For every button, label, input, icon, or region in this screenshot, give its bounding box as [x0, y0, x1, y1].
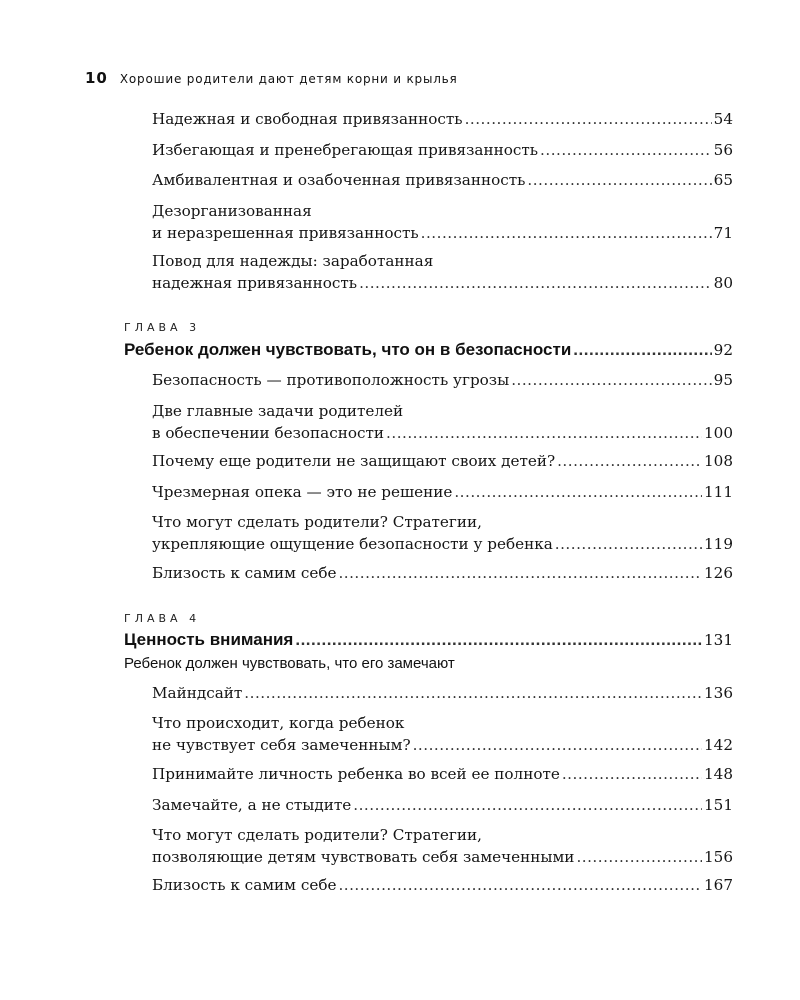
chapter-page: 92 [713, 341, 733, 359]
toc-entry-page: 119 [704, 535, 733, 553]
toc-entry-title: Замечайте, а не стыдите [152, 796, 352, 814]
toc-entry-page: 65 [713, 171, 733, 189]
leader-dots [540, 139, 712, 161]
leader-dots [557, 450, 702, 472]
toc-entry [152, 139, 733, 161]
toc-entry-title: Повод для надежды: заработанная [152, 252, 434, 270]
toc-entry-title: Что происходит, когда ребенок [152, 714, 405, 732]
toc-entry [152, 200, 733, 244]
chapter-title-text: Ребенок должен чувствовать, что он в безопасности [124, 340, 572, 359]
book-title: Хорошие родители дают детям корни и крылья [119, 72, 458, 86]
chapter-title-text: Ценность внимания [124, 630, 294, 649]
toc-entry [152, 562, 733, 584]
toc-entry [152, 450, 733, 472]
toc-entry-title: Почему еще родители не защищают своих детей? [152, 452, 556, 470]
toc-entry [152, 400, 733, 444]
toc-entry-title: Надежная и свободная привязанность [152, 110, 463, 128]
toc-entry [152, 481, 733, 503]
leader-dots [555, 533, 702, 555]
toc-entry-page: 111 [704, 483, 733, 501]
leader-dots [576, 846, 702, 868]
toc-entry-title-cont: позволяющие детям чувствовать себя замеченными [152, 848, 575, 866]
toc-entry-page: 95 [713, 371, 733, 389]
toc-entry [152, 511, 733, 555]
toc-entry-page: 126 [704, 564, 733, 582]
leader-dots [386, 422, 702, 444]
toc-entry-title: Близость к самим себе [152, 876, 337, 894]
toc-entry-title: Майндсайт [152, 684, 243, 702]
toc-entry-title: Амбивалентная и озабоченная привязанность [152, 171, 526, 189]
toc-entry [152, 874, 733, 896]
toc-entry-page: 80 [713, 274, 733, 292]
page-number: 10 [85, 69, 108, 87]
leader-dots [413, 734, 702, 756]
leader-dots [353, 794, 702, 816]
toc-entry-title: Избегающая и пренебрегающая привязанность [152, 141, 539, 159]
toc-entry-page: 108 [704, 452, 733, 470]
chapter-subtitle: Ребенок должен чувствовать, что его замечают [124, 655, 455, 672]
chapter-label: ГЛАВА 4 [124, 612, 201, 625]
chapter-page: 131 [704, 631, 733, 649]
leader-dots [338, 874, 702, 896]
toc-entry-page: 151 [704, 796, 733, 814]
toc-entry-page: 156 [704, 848, 733, 866]
toc-entry-page: 56 [713, 141, 733, 159]
toc-entry-page: 54 [713, 110, 733, 128]
toc-entry-title: Близость к самим себе [152, 564, 337, 582]
leader-dots [244, 682, 702, 704]
toc-entry [152, 824, 733, 868]
toc-entry-page: 71 [713, 224, 733, 242]
toc-entry-title: Принимайте личность ребенка во всей ее полноте [152, 765, 560, 783]
chapter-title [124, 338, 733, 362]
toc-entry [152, 108, 733, 130]
toc-entry-title: Две главные задачи родителей [152, 402, 404, 420]
leader-dots [359, 272, 712, 294]
toc-entry [152, 169, 733, 191]
toc-entry-title: Что могут сделать родители? Стратегии, [152, 513, 482, 531]
toc-entry-title-cont: в обеспечении безопасности [152, 424, 385, 442]
leader-dots [421, 222, 712, 244]
toc-entry [152, 369, 733, 391]
chapter-title [124, 628, 733, 652]
toc-entry-page: 167 [704, 876, 733, 894]
leader-dots [527, 169, 711, 191]
toc-entry-page: 136 [704, 684, 733, 702]
toc-entry-page: 100 [704, 424, 733, 442]
chapter-label: ГЛАВА 3 [124, 321, 201, 334]
leader-dots [573, 338, 711, 360]
toc-entry-title: Дезорганизованная [152, 202, 312, 220]
toc-entry-title: Что могут сделать родители? Стратегии, [152, 826, 482, 844]
leader-dots [338, 562, 702, 584]
toc-entry-title-cont: надежная привязанность [152, 274, 358, 292]
toc-entry-title-cont: не чувствует себя замеченным? [152, 736, 411, 754]
toc-entry [152, 250, 733, 294]
running-head [85, 68, 458, 87]
toc-entry [152, 763, 733, 785]
leader-dots [454, 481, 702, 503]
leader-dots [295, 628, 702, 650]
toc-entry-title-cont: укрепляющие ощущение безопасности у ребенка [152, 535, 553, 553]
toc-entry-title: Безопасность — противоположность угрозы [152, 371, 510, 389]
leader-dots [511, 369, 711, 391]
toc-entry-page: 148 [704, 765, 733, 783]
leader-dots [562, 763, 702, 785]
leader-dots [465, 108, 712, 130]
toc-entry [152, 712, 733, 756]
toc-entry [152, 682, 733, 704]
toc-entry-title: Чрезмерная опека — это не решение [152, 483, 453, 501]
toc-entry [152, 794, 733, 816]
toc-entry-title-cont: и неразрешенная привязанность [152, 224, 419, 242]
toc-entry-page: 142 [704, 736, 733, 754]
